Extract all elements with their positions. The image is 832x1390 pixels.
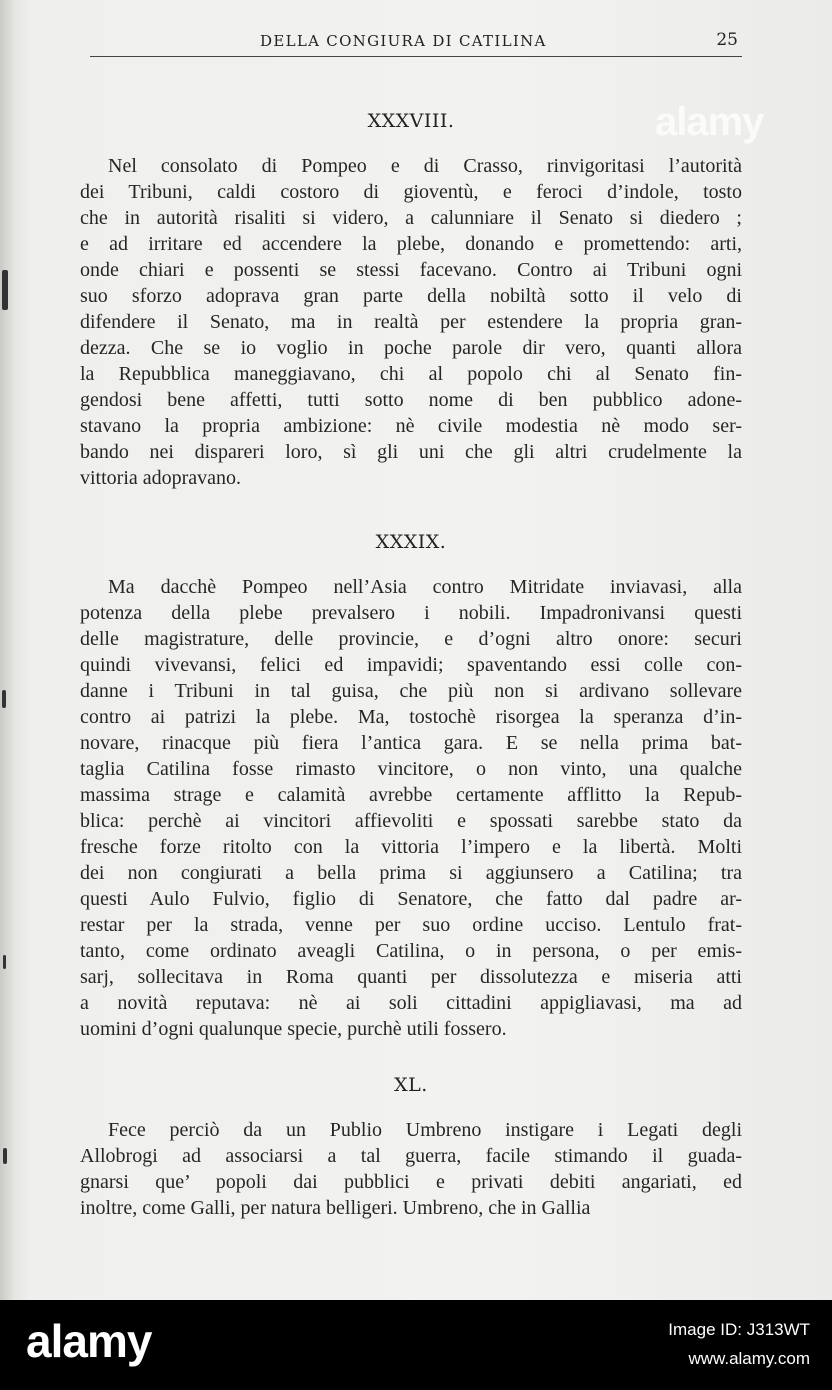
text-line: quindi vivevansi, felici ed impavidi; spaventando essi colle con- [80,654,742,676]
text-line: Fece perciò da un Publio Umbreno instigare i Legati degli [108,1119,742,1141]
watermark: alamy [655,100,764,144]
image-id-label: Image ID: J313WT [668,1320,810,1339]
page-number: 25 [716,30,738,50]
text-line: questi Aulo Fulvio, figlio di Senatore, che fatto dal padre ar- [80,888,742,910]
ink-mark [2,270,8,310]
text-line: fresche forze ritolto con la vittoria l’impero e la libertà. Molti [80,836,742,858]
text-line: stavano la propria ambizione: nè civile modestia nè modo ser- [80,415,742,437]
text-line: danne i Tribuni in tal guisa, che più non si ardivano sollevare [80,680,742,702]
text-line: blica: perchè ai vincitori affievoliti e spossati sarebbe stato da [80,810,742,832]
text-line: novare, rinacque più fiera l’antica gara. E se nella prima bat- [80,732,742,754]
section-heading: XL. [394,1074,428,1096]
ink-mark [3,1148,7,1164]
text-line: che in autorità risaliti si videro, a calunniare il Senato si diedero ; [80,207,742,229]
stock-footer [0,1300,832,1390]
text-line: Nel consolato di Pompeo e di Crasso, rinvigoritasi l’autorità [108,155,742,177]
text-line: potenza della plebe prevalsero i nobili. Impadronivansi questi [80,602,742,624]
text-line: bando nei dispareri loro, sì gli uni che gli altri crudelmente la [80,441,742,463]
text-line: dei Tribuni, caldi costoro di gioventù, e feroci d’indole, tosto [80,181,742,203]
text-line: inoltre, come Galli, per natura belligeri. Umbreno, che in Gallia [80,1197,591,1219]
running-title: DELLA CONGIURA DI CATILINA [260,32,547,50]
text-line: uomini d’ogni qualunque specie, purchè utili fossero. [80,1018,507,1040]
text-line: dei non congiurati a bella prima si aggiunsero a Catilina; tra [80,862,742,884]
text-line: suo sforzo adoprava gran parte della nobiltà sotto il velo di [80,285,742,307]
text-line: taglia Catilina fosse rimasto vincitore, o non vinto, una qualche [80,758,742,780]
ink-mark [2,690,6,708]
text-line: gendosi bene affetti, tutti sotto nome di ben pubblico adone- [80,389,742,411]
text-line: la Repubblica maneggiavano, chi al popolo chi al Senato fin- [80,363,742,385]
page-binding-edge [0,0,14,1300]
section-paragraph [80,1117,742,1221]
text-line: onde chiari e possenti se stessi facevano. Contro ai Tribuni ogni [80,259,742,281]
text-line: Allobrogi ad associarsi a tal guerra, facile stimando il guada- [80,1145,742,1167]
section-paragraph [80,574,742,1042]
section-heading: XXXVIII. [367,110,455,132]
text-line: difendere il Senato, ma in realtà per estendere la propria gran- [80,311,742,333]
alamy-url: www.alamy.com [688,1349,810,1368]
text-line: massima strage e calamità avrebbe certamente afflitto la Repub- [80,784,742,806]
text-line: e ad irritare ed accendere la plebe, donando e promettendo: arti, [80,233,742,255]
text-line: gnarsi que’ popoli dai pubblici e privati debiti angariati, ed [80,1171,742,1193]
ink-mark [3,955,6,969]
text-line: delle magistrature, delle provincie, e d’ogni altro onore: securi [80,628,742,650]
text-line: Ma dacchè Pompeo nell’Asia contro Mitridate inviavasi, alla [108,576,742,598]
text-line: restar per la strada, venne per suo ordine ucciso. Lentulo frat- [80,914,742,936]
alamy-logo: alamy [26,1315,152,1367]
section-paragraph [80,153,742,491]
text-line: contro ai patrizi la plebe. Ma, tostochè risorgea la speranza d’in- [80,706,742,728]
text-line: a novità reputava: nè ai soli cittadini appigliavasi, ma ad [80,992,742,1014]
text-line: dezza. Che se io voglio in poche parole dir vero, quanti allora [80,337,742,359]
running-header [90,30,742,57]
section-heading: XXXIX. [375,531,447,553]
text-line: tanto, come ordinato aveagli Catilina, o in persona, o per emis- [80,940,742,962]
text-line: vittoria adopravano. [80,467,242,489]
text-line: sarj, sollecitava in Roma quanti per dissolutezza e miseria atti [80,966,742,988]
